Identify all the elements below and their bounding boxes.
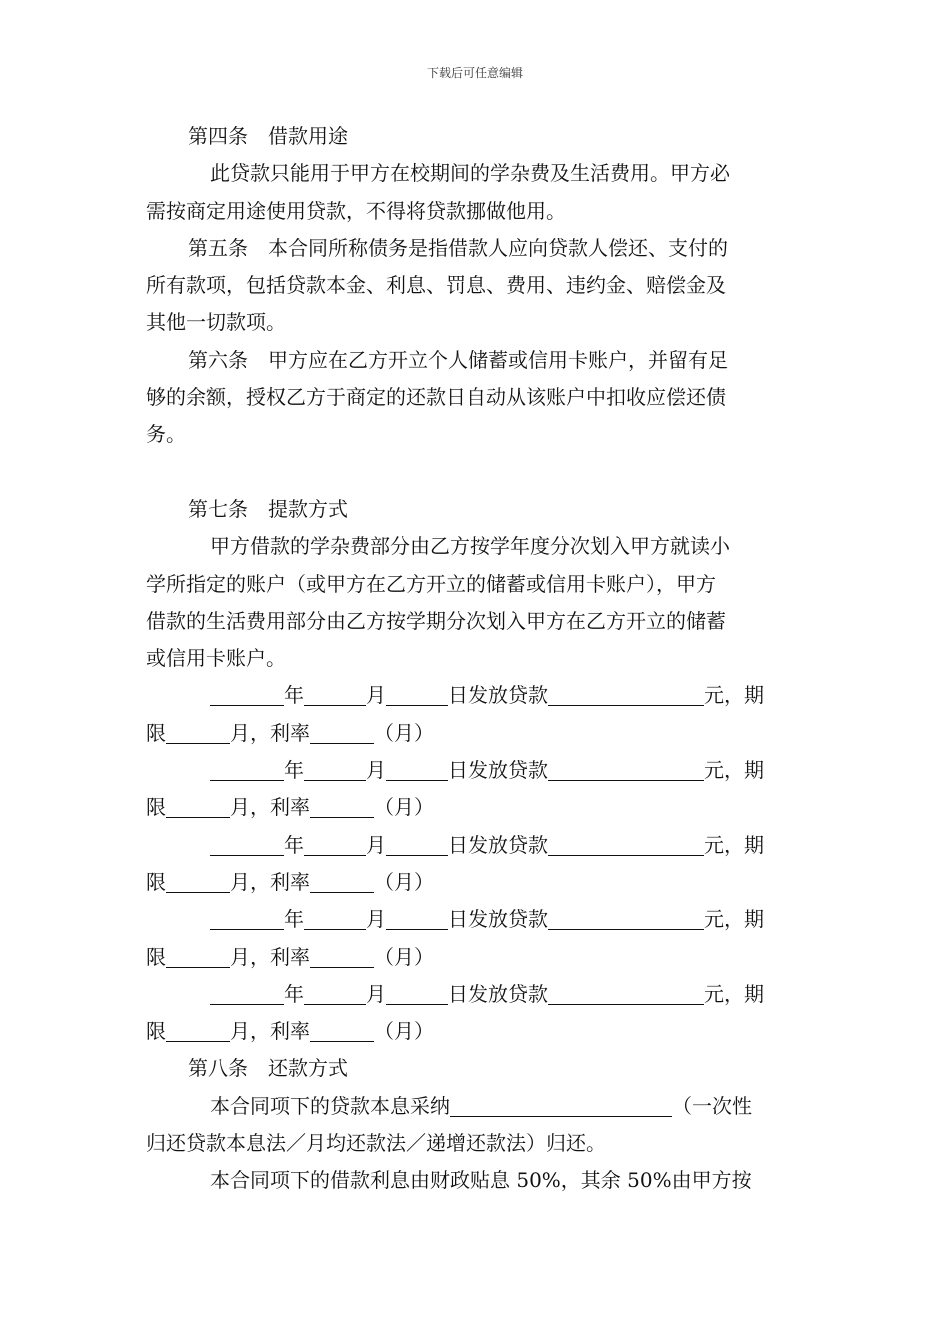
amount-blank[interactable] (548, 681, 704, 706)
day-blank[interactable] (386, 756, 448, 781)
limit-label: 限 (146, 1019, 166, 1044)
rate-blank[interactable] (310, 943, 374, 968)
month-rate-label: 月，利率 (230, 869, 310, 894)
yuan-term-label: 元，期 (704, 907, 764, 932)
yuan-term-label: 元，期 (704, 758, 764, 783)
rate-blank[interactable] (310, 719, 374, 744)
year-blank[interactable] (210, 905, 284, 930)
article-8-line-1 (146, 1088, 808, 1125)
term-blank[interactable] (166, 868, 230, 893)
rate-blank[interactable] (310, 793, 374, 818)
release-label: 日发放贷款 (448, 758, 548, 783)
limit-label: 限 (146, 795, 166, 820)
month-blank[interactable] (304, 831, 366, 856)
article-4-heading: 第四条 借款用途 (188, 124, 348, 148)
yuan-term-label: 元，期 (704, 981, 764, 1006)
article-8-line-3: 本合同项下的借款利息由财政贴息 50%，其余 50%由甲方按 (210, 1168, 752, 1193)
article-6-line-2: 够的余额，授权乙方于商定的还款日自动从该账户中扣收应偿还债 (146, 385, 726, 410)
term-blank[interactable] (166, 1017, 230, 1042)
year-blank[interactable] (210, 831, 284, 856)
disbursement-entry-3-term-rate (146, 864, 808, 901)
limit-label: 限 (146, 720, 166, 745)
repayment-method-blank[interactable] (450, 1092, 672, 1117)
year-blank[interactable] (210, 756, 284, 781)
article-7-line-4: 或信用卡账户。 (146, 646, 286, 671)
yuan-term-label: 元，期 (704, 683, 764, 708)
article-8-line-2: 归还贷款本息法／月均还款法／递增还款法）归还。 (146, 1131, 606, 1156)
month-rate-label: 月，利率 (230, 1019, 310, 1044)
month-label: 月 (366, 832, 386, 857)
month-label: 月 (366, 683, 386, 708)
term-blank[interactable] (166, 943, 230, 968)
per-month-label: （月） (374, 869, 434, 894)
article-7-heading: 第七条 提款方式 (188, 496, 348, 521)
rate-blank[interactable] (310, 1017, 374, 1042)
article-5-line-3: 其他一切款项。 (146, 310, 286, 335)
amount-blank[interactable] (548, 756, 704, 781)
term-blank[interactable] (166, 793, 230, 818)
repayment-method-suffix: （一次性 (672, 1093, 752, 1118)
disbursement-entry-5-date-amount (146, 976, 808, 1013)
limit-label: 限 (146, 944, 166, 969)
article-5-line-1: 第五条 本合同所称债务是指借款人应向贷款人偿还、支付的 (188, 235, 728, 260)
release-label: 日发放贷款 (448, 683, 548, 708)
month-blank[interactable] (304, 980, 366, 1005)
month-label: 月 (366, 907, 386, 932)
month-rate-label: 月，利率 (230, 795, 310, 820)
day-blank[interactable] (386, 831, 448, 856)
article-6-line-1: 第六条 甲方应在乙方开立个人储蓄或信用卡账户，并留有足 (188, 347, 728, 372)
yuan-term-label: 元，期 (704, 832, 764, 857)
per-month-label: （月） (374, 720, 434, 745)
rate-blank[interactable] (310, 868, 374, 893)
month-label: 月 (366, 981, 386, 1006)
article-5-line-2: 所有款项，包括贷款本金、利息、罚息、费用、违约金、赔偿金及 (146, 273, 726, 298)
year-blank[interactable] (210, 681, 284, 706)
page-header-note: 下载后可任意编辑 (426, 66, 523, 80)
blank-line (146, 454, 808, 491)
contract-body (146, 118, 808, 1200)
year-label: 年 (284, 907, 304, 932)
disbursement-entry-1-date-amount (146, 677, 808, 714)
year-label: 年 (284, 981, 304, 1006)
year-blank[interactable] (210, 980, 284, 1005)
article-4-line-2: 需按商定用途使用贷款，不得将贷款挪做他用。 (146, 198, 566, 223)
day-blank[interactable] (386, 905, 448, 930)
disbursement-entry-4-date-amount (146, 901, 808, 938)
repayment-method-prefix: 本合同项下的贷款本息采纳 (210, 1093, 450, 1118)
per-month-label: （月） (374, 795, 434, 820)
per-month-label: （月） (374, 1019, 434, 1044)
article-7-line-1: 甲方借款的学杂费部分由乙方按学年度分次划入甲方就读小 (210, 534, 730, 559)
term-blank[interactable] (166, 719, 230, 744)
year-label: 年 (284, 832, 304, 857)
disbursement-entry-4-term-rate (146, 939, 808, 976)
year-label: 年 (284, 683, 304, 708)
disbursement-entry-3-date-amount (146, 827, 808, 864)
disbursement-entry-2-term-rate (146, 789, 808, 826)
disbursement-entry-5-term-rate (146, 1013, 808, 1050)
article-4-line-1: 此贷款只能用于甲方在校期间的学杂费及生活费用。甲方必 (210, 161, 730, 186)
amount-blank[interactable] (548, 831, 704, 856)
day-blank[interactable] (386, 980, 448, 1005)
amount-blank[interactable] (548, 980, 704, 1005)
article-7-line-2: 学所指定的账户（或甲方在乙方开立的储蓄或信用卡账户），甲方 (146, 571, 716, 596)
per-month-label: （月） (374, 944, 434, 969)
month-rate-label: 月，利率 (230, 944, 310, 969)
article-6-line-3: 务。 (146, 422, 186, 447)
release-label: 日发放贷款 (448, 907, 548, 932)
month-blank[interactable] (304, 756, 366, 781)
release-label: 日发放贷款 (448, 832, 548, 857)
day-blank[interactable] (386, 681, 448, 706)
month-rate-label: 月，利率 (230, 720, 310, 745)
year-label: 年 (284, 758, 304, 783)
month-blank[interactable] (304, 681, 366, 706)
release-label: 日发放贷款 (448, 981, 548, 1006)
disbursement-entry-2-date-amount (146, 752, 808, 789)
month-label: 月 (366, 758, 386, 783)
article-7-line-3: 借款的生活费用部分由乙方按学期分次划入甲方在乙方开立的储蓄 (146, 608, 726, 633)
month-blank[interactable] (304, 905, 366, 930)
article-8-heading: 第八条 还款方式 (188, 1056, 348, 1081)
disbursement-entry-1-term-rate (146, 715, 808, 752)
limit-label: 限 (146, 869, 166, 894)
amount-blank[interactable] (548, 905, 704, 930)
